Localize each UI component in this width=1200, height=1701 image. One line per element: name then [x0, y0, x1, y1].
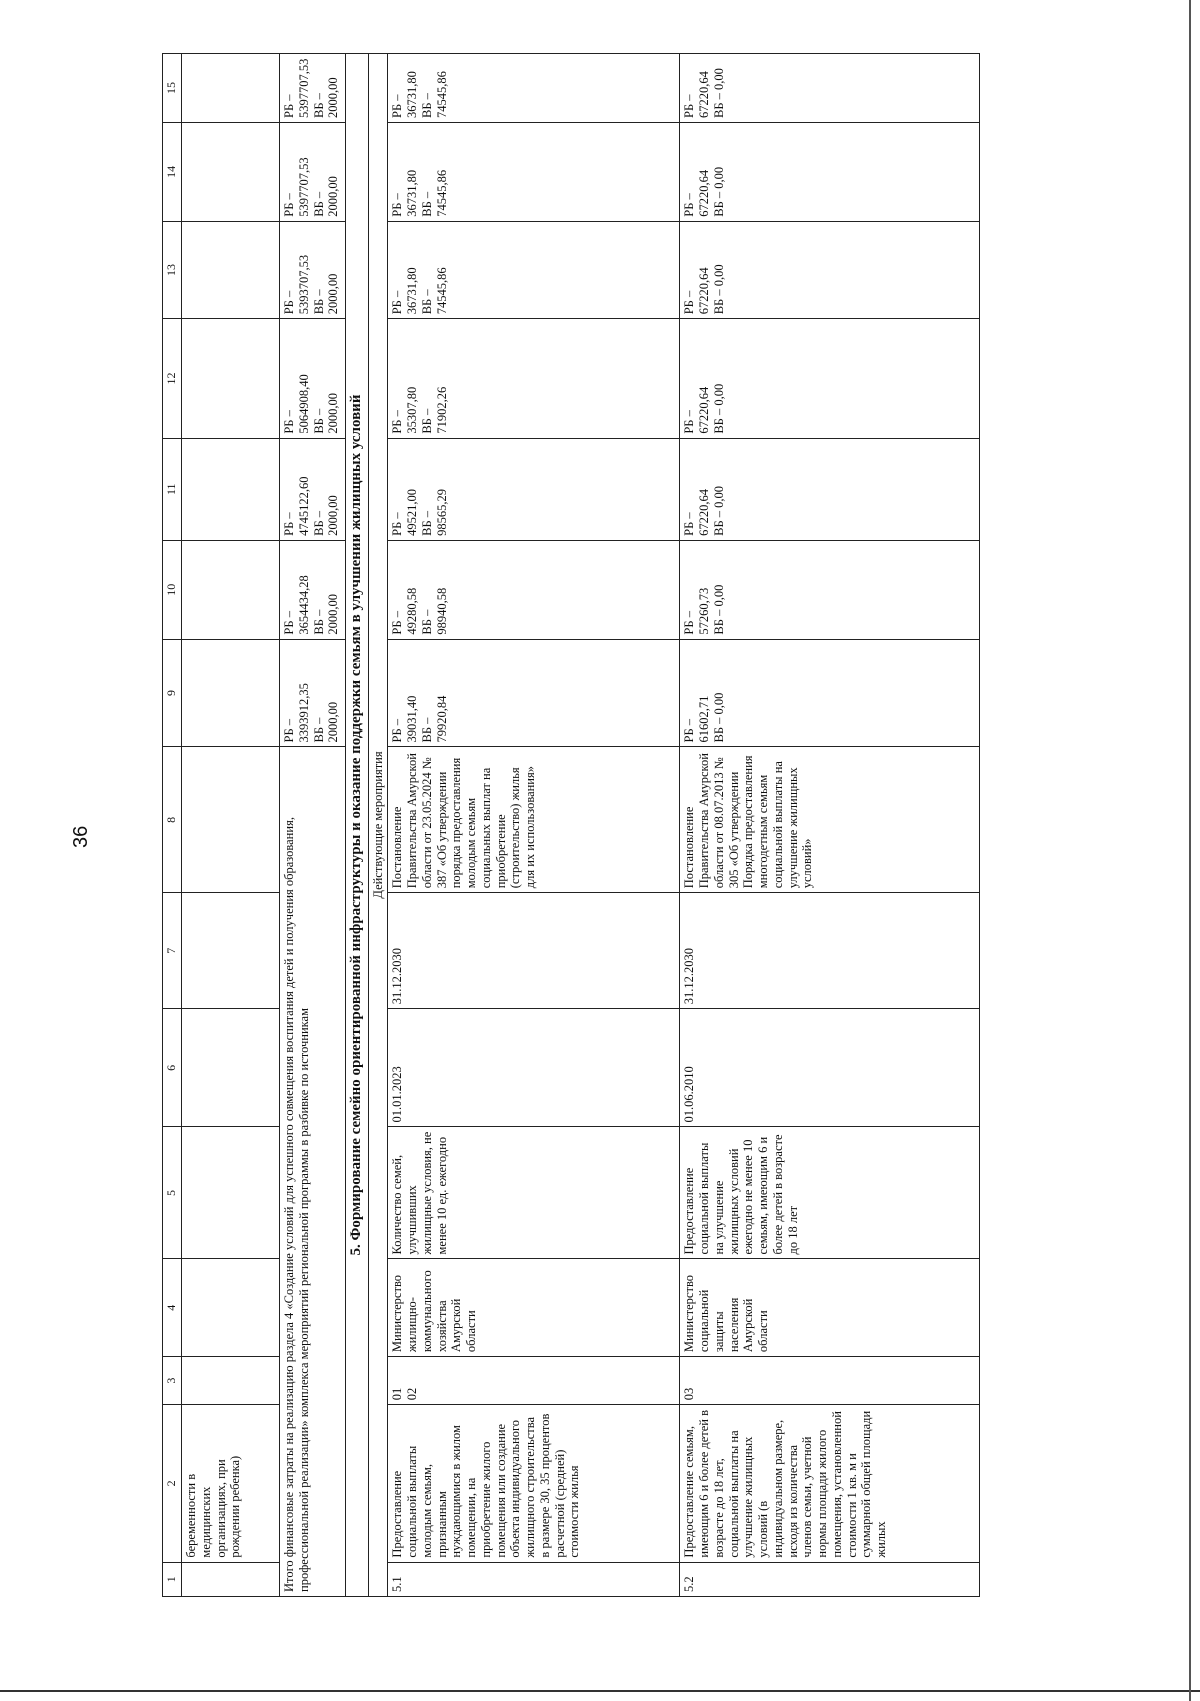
section-title: 5. Формирование семейно ориентированной инфраструктуры и оказание поддержки семьям в улучшении жилищных условий	[346, 54, 369, 1597]
code-cell: 01 02	[388, 1357, 680, 1405]
subsection-title: Действующие мероприятия	[368, 54, 388, 1597]
fin-c9: РБ – 39031,40 ВБ – 79920,84	[388, 639, 680, 747]
cell	[182, 221, 280, 319]
fin-c11: РБ – 49521,00 ВБ – 98565,29	[388, 438, 680, 540]
total-c12: РБ – 5064908,40 ВБ – 2000,00	[280, 319, 346, 438]
measure-name: Предоставление социальной выплаты молодым семьям, признанным нуждающимися в жилом помещении, на приобретение жилого помещения или создание объекта индивидуального жилищного строительства в размере 30, 35 процентов расчетной (средней) стоимости жилья	[388, 1405, 680, 1562]
total-label: Итого финансовые затраты на реализацию раздела 4 «Создание условий для успешного совмещения воспитания детей и получения образования, профессиональной реализации» комплекса мероприятий региональной программы в разбивке по источникам	[280, 747, 346, 1597]
row-number: 5.2	[680, 1562, 980, 1596]
fin-c12: РБ – 35307,80 ВБ – 71902,26	[388, 319, 680, 438]
document-cell: Постановление Правительства Амурской области от 08.07.2013 № 305 «Об утверждении Порядка предоставления многодетным семьям социальной выплаты на улучшение жилищных условий»	[680, 747, 980, 893]
rotated-table-container	[162, 53, 1032, 1597]
col-num-6: 6	[163, 1009, 182, 1127]
fin-c15: РБ – 67220,64 ВБ – 0,00	[680, 54, 980, 123]
cell	[182, 54, 280, 123]
scan-edge-right	[1189, 0, 1191, 1701]
fin-c12: РБ – 67220,64 ВБ – 0,00	[680, 319, 980, 438]
cell	[182, 639, 280, 747]
col-num-9: 9	[163, 639, 182, 747]
col-num-15: 15	[163, 54, 182, 123]
total-c13: РБ – 5393707,53 ВБ – 2000,00	[280, 221, 346, 319]
fin-c14: РБ – 36731,80 ВБ – 74545,86	[388, 122, 680, 221]
total-c10: РБ – 3654434,28 ВБ – 2000,00	[280, 540, 346, 639]
responsible-cell: Министерство социальной защиты населения Амурской области	[680, 1259, 980, 1357]
responsible-cell: Министерство жилищно-коммунального хозяйства Амурской области	[388, 1259, 680, 1357]
table-row	[388, 54, 680, 1597]
measure-name: Предоставление семьям, имеющим 6 и более детей в возрасте до 18 лет, социальной выплаты на улучшение жилищных условий (в индивидуальном размере, исходя из количества членов семьи, учетной нормы площади жилого помещения, установленной стоимости 1 кв. м и суммарной общей площади жилых	[680, 1405, 980, 1562]
total-c14: РБ – 5397707,53 ВБ – 2000,00	[280, 122, 346, 221]
fin-c9: РБ – 61602,71 ВБ – 0,00	[680, 639, 980, 747]
col-num-11: 11	[163, 438, 182, 540]
cell	[182, 1562, 280, 1596]
cell	[182, 438, 280, 540]
fin-c14: РБ – 67220,64 ВБ – 0,00	[680, 122, 980, 221]
cell	[182, 1259, 280, 1357]
fin-c13: РБ – 36731,80 ВБ – 74545,86	[388, 221, 680, 319]
total-c9: РБ – 3393912,35 ВБ – 2000,00	[280, 639, 346, 747]
cell	[182, 1009, 280, 1127]
cell	[182, 319, 280, 438]
cell	[182, 893, 280, 1009]
column-numbers-row	[163, 54, 182, 1597]
col-num-14: 14	[163, 122, 182, 221]
cell: беременности в медицинских организациях, при рождении ребенка)	[182, 1405, 280, 1562]
end-date-cell: 31.12.2030	[680, 893, 980, 1009]
section-title-row	[346, 54, 369, 1597]
row-number: 5.1	[388, 1562, 680, 1596]
subsection-title-row	[368, 54, 388, 1597]
cell	[182, 1127, 280, 1259]
col-num-12: 12	[163, 319, 182, 438]
code-cell: 03	[680, 1357, 980, 1405]
total-c15: РБ – 5397707,53 ВБ – 2000,00	[280, 54, 346, 123]
start-date-cell: 01.06.2010	[680, 1009, 980, 1127]
program-table	[162, 53, 980, 1597]
end-date-cell: 31.12.2030	[388, 893, 680, 1009]
cell	[182, 122, 280, 221]
col-num-7: 7	[163, 893, 182, 1009]
col-num-8: 8	[163, 747, 182, 893]
cell	[182, 747, 280, 893]
col-num-1: 1	[163, 1562, 182, 1596]
col-num-10: 10	[163, 540, 182, 639]
col-num-13: 13	[163, 221, 182, 319]
col-num-5: 5	[163, 1127, 182, 1259]
start-date-cell: 01.01.2023	[388, 1009, 680, 1127]
fin-c13: РБ – 67220,64 ВБ – 0,00	[680, 221, 980, 319]
continuation-row	[182, 54, 280, 1597]
result-cell: Предоставление социальной выплаты на улучшение жилищных условий ежегодно не менее 10 семьям, имеющим 6 и более детей в возрасте до 18 лет	[680, 1127, 980, 1259]
table-row	[680, 54, 980, 1597]
col-num-2: 2	[163, 1405, 182, 1562]
total-c11: РБ – 4745122,60 ВБ – 2000,00	[280, 438, 346, 540]
scan-edge-bottom	[0, 1690, 1200, 1692]
fin-c10: РБ – 49280,58 ВБ – 98940,58	[388, 540, 680, 639]
page-number: 36	[70, 825, 92, 848]
cell	[182, 1357, 280, 1405]
result-cell: Количество семей, улучшивших жилищные условия, не менее 10 ед. ежегодно	[388, 1127, 680, 1259]
total-row	[280, 54, 346, 1597]
document-cell: Постановление Правительства Амурской области от 23.05.2024 № 387 «Об утверждении порядка предоставления молодым семьям социальных выплат на приобретение (строительство) жилья для их использования»	[388, 747, 680, 893]
fin-c15: РБ – 36731,80 ВБ – 74545,86	[388, 54, 680, 123]
col-num-4: 4	[163, 1259, 182, 1357]
cell	[182, 540, 280, 639]
fin-c10: РБ – 57260,73 ВБ – 0,00	[680, 540, 980, 639]
fin-c11: РБ – 67220,64 ВБ – 0,00	[680, 438, 980, 540]
col-num-3: 3	[163, 1357, 182, 1405]
